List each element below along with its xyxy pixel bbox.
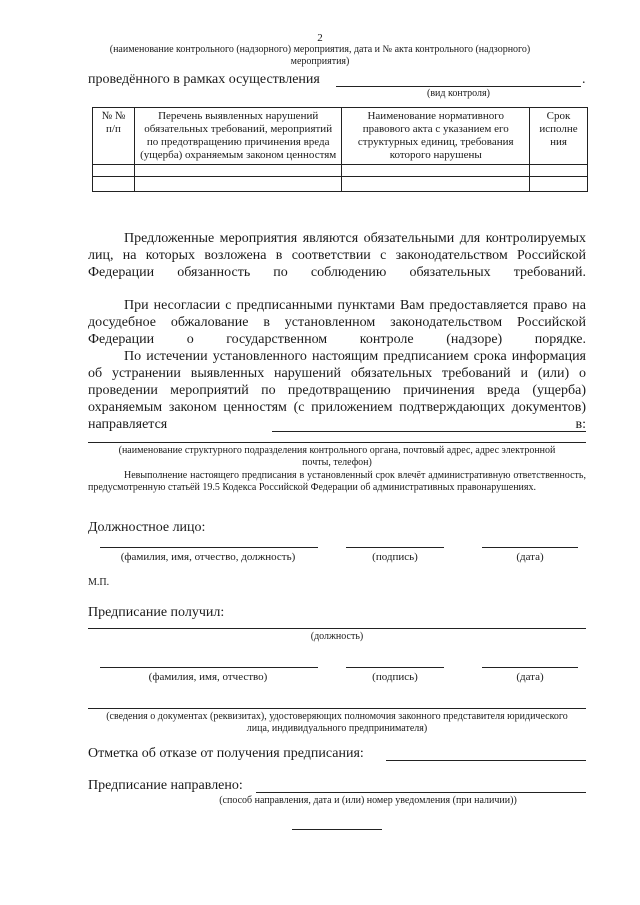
- table-header-row: [93, 108, 588, 165]
- official-signature-caption: (подпись): [372, 551, 418, 563]
- control-type-caption: (вид контроля): [427, 88, 490, 99]
- official-label: Должностное лицо:: [88, 520, 206, 535]
- received-position-caption: (должность): [310, 631, 364, 642]
- closing-separator: [292, 829, 382, 830]
- received-signature-caption: (подпись): [372, 671, 418, 683]
- received-signature-field[interactable]: [346, 667, 444, 668]
- official-date-field[interactable]: [482, 547, 578, 548]
- received-date-caption: (дата): [516, 671, 544, 683]
- carried-out-label: проведённого в рамках осуществления: [88, 72, 320, 87]
- report-recipient-field[interactable]: [272, 431, 586, 432]
- control-type-field[interactable]: [336, 86, 581, 87]
- col-normative-act-header: Наименование нормативного правового акта с указанием его структурных единиц, требования которого нарушены: [342, 108, 530, 165]
- official-name-caption: (фамилия, имя, отчество, должность): [120, 551, 296, 563]
- paragraph-appeal: При несогласии с предписанными пунктами Вам предоставляется право на досудебное обжалование в установленном законодательством Российской Федерации о государственном контроле (надзоре) порядке.: [88, 298, 586, 347]
- refusal-label: Отметка об отказе от получения предписания:: [88, 746, 364, 761]
- received-name-field[interactable]: [100, 667, 318, 668]
- table-cell[interactable]: [530, 165, 588, 177]
- refusal-field[interactable]: [386, 760, 586, 761]
- paragraph-report: По истечении установленного настоящим предписанием срока информация об устранении выявленных нарушений обязательных требований и (или) о проведении мероприятий по предотвращению причинения вреда (ущерба) охраняемым законом ценностям (с приложением подтверждающих документов) направляется в:: [88, 349, 586, 432]
- official-name-field[interactable]: [100, 547, 318, 548]
- table-cell[interactable]: [342, 177, 530, 192]
- page-number: 2: [317, 32, 323, 44]
- table-cell[interactable]: [530, 177, 588, 192]
- received-date-field[interactable]: [482, 667, 578, 668]
- col-deadline-header: Срок исполне ния: [530, 108, 588, 165]
- dept-caption-line1: (наименование структурного подразделения контрольного органа, почтовый адрес, адрес электронной: [118, 445, 556, 456]
- sent-label: Предписание направлено:: [88, 778, 243, 793]
- table-row[interactable]: [93, 165, 588, 177]
- sent-field[interactable]: [256, 792, 586, 793]
- warning-text: Невыполнение настоящего предписания в установленный срок влечёт административную ответственность, предусмотренную статьёй 19.5 Кодекса Российской Федерации об административных правонарушениях.: [88, 470, 586, 493]
- official-signature-field[interactable]: [346, 547, 444, 548]
- col-violations-header: Перечень выявленных нарушений обязательных требований, мероприятий по предотвращению причинения вреда (ущерба) охраняемым законом ценностям: [134, 108, 342, 165]
- table-cell[interactable]: [134, 165, 342, 177]
- official-date-caption: (дата): [516, 551, 544, 563]
- table-cell[interactable]: [134, 177, 342, 192]
- dept-caption-line2: почты, телефон): [302, 457, 372, 468]
- violations-table: [92, 107, 588, 192]
- received-name-caption: (фамилия, имя, отчество): [148, 671, 268, 683]
- report-recipient-field-2[interactable]: [88, 442, 586, 443]
- received-position-field[interactable]: [88, 628, 586, 629]
- table-cell[interactable]: [93, 165, 135, 177]
- representative-caption-line2: лица, индивидуального предпринимателя): [246, 723, 428, 734]
- sent-caption: (способ направления, дата и (или) номер уведомления (при наличии)): [219, 795, 517, 806]
- paragraph-mandatory: Предложенные мероприятия являются обязательными для контролируемых лиц, на которых возложена в соответствии с законодательством Российской Федерации обязанность по соблюдению обязательных требований.: [88, 231, 586, 280]
- table-row[interactable]: [93, 177, 588, 192]
- table-cell[interactable]: [342, 165, 530, 177]
- carried-out-period: .: [582, 72, 586, 87]
- col-number-header: № № п/п: [93, 108, 135, 165]
- event-caption-line2: мероприятия): [290, 56, 350, 67]
- stamp-place: М.П.: [88, 577, 110, 588]
- event-caption-line1: (наименование контрольного (надзорного) мероприятия, дата и № акта контрольного (надзорного): [109, 44, 531, 55]
- representative-docs-field[interactable]: [88, 708, 586, 709]
- received-label: Предписание получил:: [88, 605, 225, 620]
- table-cell[interactable]: [93, 177, 135, 192]
- representative-caption-line1: (сведения о документах (реквизитах), удостоверяющих полномочия законного представителя юридического: [106, 711, 568, 722]
